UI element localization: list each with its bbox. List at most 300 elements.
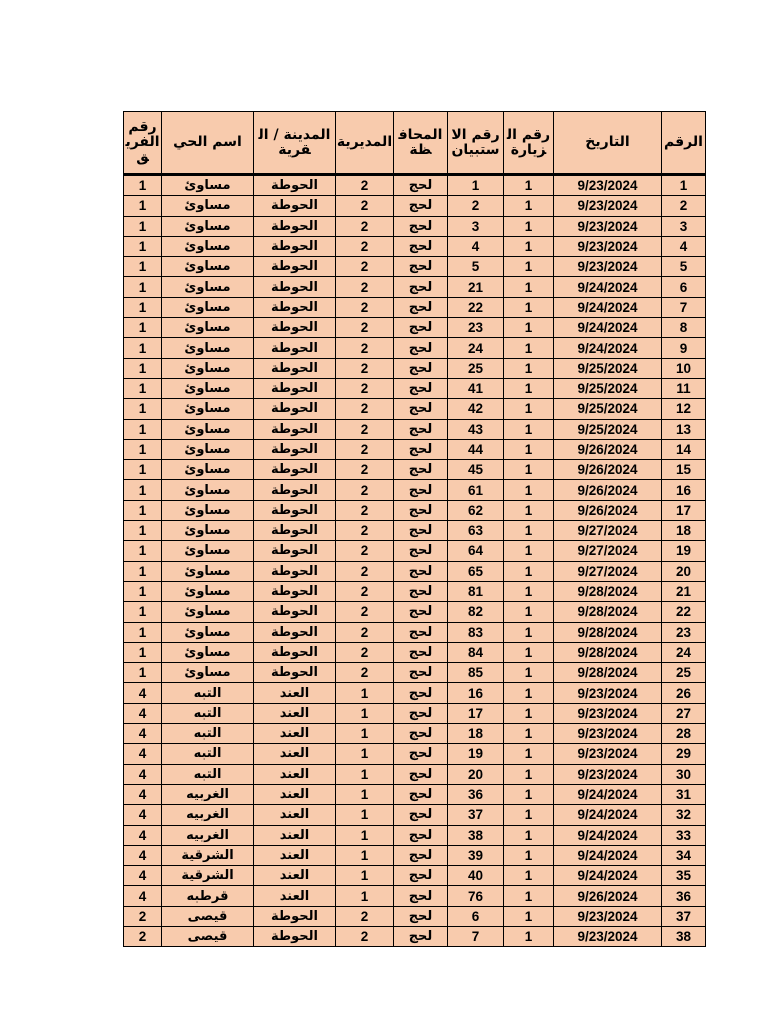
cell-team-number: 4: [124, 805, 162, 825]
header-visit-number: رقم الزيارة: [504, 112, 554, 175]
cell-visit-number: 1: [504, 724, 554, 744]
cell-number: 5: [662, 257, 706, 277]
cell-district: 2: [336, 521, 394, 541]
cell-number: 36: [662, 886, 706, 906]
cell-district: 1: [336, 764, 394, 784]
cell-survey-number: 41: [448, 378, 504, 398]
cell-survey-number: 39: [448, 845, 504, 865]
cell-number: 37: [662, 906, 706, 926]
cell-survey-number: 81: [448, 581, 504, 601]
cell-governorate: لحج: [394, 561, 448, 581]
cell-visit-number: 1: [504, 703, 554, 723]
cell-neighborhood: الشرقية: [162, 866, 254, 886]
cell-team-number: 1: [124, 236, 162, 256]
cell-governorate: لحج: [394, 724, 448, 744]
cell-visit-number: 1: [504, 622, 554, 642]
cell-governorate: لحج: [394, 663, 448, 683]
cell-district: 1: [336, 724, 394, 744]
cell-city-village: الحوطة: [254, 663, 336, 683]
table-body: [124, 175, 706, 947]
cell-visit-number: 1: [504, 521, 554, 541]
cell-survey-number: 19: [448, 744, 504, 764]
cell-city-village: الحوطة: [254, 521, 336, 541]
cell-number: 23: [662, 622, 706, 642]
cell-number: 7: [662, 297, 706, 317]
header-team-number: رقم الفريق: [124, 112, 162, 175]
cell-district: 2: [336, 906, 394, 926]
cell-city-village: الحوطة: [254, 338, 336, 358]
cell-district: 2: [336, 338, 394, 358]
cell-survey-number: 65: [448, 561, 504, 581]
cell-city-village: الحوطة: [254, 926, 336, 946]
cell-district: 2: [336, 460, 394, 480]
cell-team-number: 4: [124, 784, 162, 804]
cell-survey-number: 64: [448, 541, 504, 561]
cell-visit-number: 1: [504, 419, 554, 439]
table-row: [124, 602, 706, 622]
cell-district: 1: [336, 683, 394, 703]
cell-date: 9/28/2024: [554, 622, 662, 642]
cell-team-number: 1: [124, 175, 162, 196]
cell-survey-number: 3: [448, 216, 504, 236]
table-row: [124, 460, 706, 480]
cell-team-number: 1: [124, 663, 162, 683]
cell-date: 9/24/2024: [554, 784, 662, 804]
cell-visit-number: 1: [504, 906, 554, 926]
header-city-village: المدينة / القرية: [254, 112, 336, 175]
cell-district: 1: [336, 825, 394, 845]
table-row: [124, 724, 706, 744]
cell-visit-number: 1: [504, 663, 554, 683]
cell-survey-number: 62: [448, 500, 504, 520]
cell-governorate: لحج: [394, 175, 448, 196]
cell-survey-number: 45: [448, 460, 504, 480]
cell-city-village: العند: [254, 744, 336, 764]
table-row: [124, 399, 706, 419]
cell-governorate: لحج: [394, 358, 448, 378]
cell-survey-number: 40: [448, 866, 504, 886]
cell-city-village: العند: [254, 784, 336, 804]
header-date: التاريخ: [554, 112, 662, 175]
cell-visit-number: 1: [504, 257, 554, 277]
cell-visit-number: 1: [504, 764, 554, 784]
cell-date: 9/24/2024: [554, 338, 662, 358]
table-row: [124, 805, 706, 825]
cell-survey-number: 5: [448, 257, 504, 277]
cell-district: 2: [336, 581, 394, 601]
cell-visit-number: 1: [504, 642, 554, 662]
cell-governorate: لحج: [394, 216, 448, 236]
cell-visit-number: 1: [504, 500, 554, 520]
cell-neighborhood: مساوئ: [162, 602, 254, 622]
table-row: [124, 378, 706, 398]
cell-city-village: العند: [254, 764, 336, 784]
cell-number: 2: [662, 196, 706, 216]
cell-district: 2: [336, 196, 394, 216]
cell-neighborhood: مساوئ: [162, 196, 254, 216]
header-neighborhood: اسم الحي: [162, 112, 254, 175]
cell-visit-number: 1: [504, 318, 554, 338]
cell-team-number: 1: [124, 460, 162, 480]
cell-governorate: لحج: [394, 744, 448, 764]
table-row: [124, 622, 706, 642]
cell-number: 19: [662, 541, 706, 561]
cell-survey-number: 4: [448, 236, 504, 256]
cell-number: 29: [662, 744, 706, 764]
cell-date: 9/24/2024: [554, 297, 662, 317]
cell-neighborhood: قيصى: [162, 906, 254, 926]
table-row: [124, 236, 706, 256]
cell-neighborhood: مساوئ: [162, 561, 254, 581]
cell-survey-number: 85: [448, 663, 504, 683]
cell-city-village: الحوطة: [254, 216, 336, 236]
cell-district: 2: [336, 663, 394, 683]
cell-team-number: 4: [124, 683, 162, 703]
table-row: [124, 216, 706, 236]
cell-date: 9/28/2024: [554, 602, 662, 622]
table-row: [124, 561, 706, 581]
table-row: [124, 825, 706, 845]
cell-date: 9/28/2024: [554, 663, 662, 683]
cell-governorate: لحج: [394, 805, 448, 825]
cell-survey-number: 6: [448, 906, 504, 926]
cell-date: 9/23/2024: [554, 926, 662, 946]
cell-team-number: 2: [124, 906, 162, 926]
cell-date: 9/23/2024: [554, 744, 662, 764]
cell-governorate: لحج: [394, 277, 448, 297]
cell-survey-number: 7: [448, 926, 504, 946]
cell-date: 9/26/2024: [554, 500, 662, 520]
cell-survey-number: 83: [448, 622, 504, 642]
cell-city-village: العند: [254, 866, 336, 886]
cell-team-number: 1: [124, 318, 162, 338]
cell-number: 17: [662, 500, 706, 520]
cell-neighborhood: مساوئ: [162, 399, 254, 419]
cell-city-village: الحوطة: [254, 277, 336, 297]
cell-number: 34: [662, 845, 706, 865]
cell-visit-number: 1: [504, 378, 554, 398]
cell-visit-number: 1: [504, 175, 554, 196]
cell-city-village: الحوطة: [254, 297, 336, 317]
cell-neighborhood: مساوئ: [162, 419, 254, 439]
cell-district: 1: [336, 744, 394, 764]
cell-team-number: 1: [124, 378, 162, 398]
cell-number: 30: [662, 764, 706, 784]
cell-neighborhood: مساوئ: [162, 318, 254, 338]
cell-number: 6: [662, 277, 706, 297]
cell-visit-number: 1: [504, 866, 554, 886]
cell-district: 2: [336, 257, 394, 277]
cell-number: 11: [662, 378, 706, 398]
cell-team-number: 1: [124, 338, 162, 358]
cell-governorate: لحج: [394, 642, 448, 662]
cell-team-number: 4: [124, 845, 162, 865]
table-row: [124, 581, 706, 601]
cell-visit-number: 1: [504, 886, 554, 906]
cell-survey-number: 25: [448, 358, 504, 378]
cell-district: 2: [336, 480, 394, 500]
cell-team-number: 1: [124, 297, 162, 317]
cell-neighborhood: التبه: [162, 683, 254, 703]
cell-date: 9/26/2024: [554, 439, 662, 459]
cell-date: 9/28/2024: [554, 581, 662, 601]
cell-number: 18: [662, 521, 706, 541]
cell-team-number: 4: [124, 724, 162, 744]
cell-neighborhood: الغربيه: [162, 784, 254, 804]
cell-city-village: الحوطة: [254, 257, 336, 277]
cell-district: 2: [336, 439, 394, 459]
cell-city-village: الحوطة: [254, 419, 336, 439]
cell-neighborhood: التبه: [162, 703, 254, 723]
cell-date: 9/25/2024: [554, 358, 662, 378]
table-row: [124, 663, 706, 683]
cell-neighborhood: مساوئ: [162, 216, 254, 236]
cell-visit-number: 1: [504, 480, 554, 500]
table-row: [124, 541, 706, 561]
cell-team-number: 4: [124, 825, 162, 845]
cell-survey-number: 76: [448, 886, 504, 906]
cell-governorate: لحج: [394, 622, 448, 642]
cell-city-village: العند: [254, 703, 336, 723]
cell-city-village: الحوطة: [254, 236, 336, 256]
cell-date: 9/23/2024: [554, 906, 662, 926]
cell-city-village: العند: [254, 845, 336, 865]
cell-governorate: لحج: [394, 318, 448, 338]
cell-date: 9/23/2024: [554, 257, 662, 277]
cell-district: 1: [336, 784, 394, 804]
cell-neighborhood: الغربيه: [162, 805, 254, 825]
table-row: [124, 744, 706, 764]
cell-neighborhood: الغربيه: [162, 825, 254, 845]
cell-date: 9/24/2024: [554, 318, 662, 338]
cell-neighborhood: مساوئ: [162, 581, 254, 601]
cell-team-number: 1: [124, 521, 162, 541]
cell-number: 28: [662, 724, 706, 744]
cell-date: 9/27/2024: [554, 521, 662, 541]
cell-number: 13: [662, 419, 706, 439]
cell-date: 9/26/2024: [554, 460, 662, 480]
cell-neighborhood: قرطبه: [162, 886, 254, 906]
cell-visit-number: 1: [504, 541, 554, 561]
cell-neighborhood: مساوئ: [162, 297, 254, 317]
cell-city-village: الحوطة: [254, 581, 336, 601]
cell-district: 1: [336, 703, 394, 723]
cell-visit-number: 1: [504, 825, 554, 845]
cell-neighborhood: مساوئ: [162, 277, 254, 297]
cell-city-village: الحوطة: [254, 500, 336, 520]
cell-team-number: 1: [124, 561, 162, 581]
table-row: [124, 906, 706, 926]
cell-visit-number: 1: [504, 805, 554, 825]
cell-neighborhood: مساوئ: [162, 663, 254, 683]
cell-governorate: لحج: [394, 581, 448, 601]
cell-date: 9/23/2024: [554, 683, 662, 703]
cell-survey-number: 23: [448, 318, 504, 338]
cell-date: 9/24/2024: [554, 845, 662, 865]
header-governorate: المحافظة: [394, 112, 448, 175]
cell-district: 2: [336, 297, 394, 317]
cell-district: 1: [336, 805, 394, 825]
cell-governorate: لحج: [394, 683, 448, 703]
cell-district: 1: [336, 886, 394, 906]
cell-number: 1: [662, 175, 706, 196]
cell-number: 21: [662, 581, 706, 601]
cell-number: 22: [662, 602, 706, 622]
cell-date: 9/28/2024: [554, 642, 662, 662]
cell-team-number: 4: [124, 744, 162, 764]
table-row: [124, 318, 706, 338]
cell-district: 2: [336, 642, 394, 662]
cell-team-number: 1: [124, 419, 162, 439]
table-row: [124, 683, 706, 703]
cell-date: 9/27/2024: [554, 541, 662, 561]
cell-neighborhood: قيصى: [162, 926, 254, 946]
cell-district: 2: [336, 216, 394, 236]
cell-city-village: الحوطة: [254, 358, 336, 378]
cell-number: 35: [662, 866, 706, 886]
cell-city-village: العند: [254, 825, 336, 845]
table-row: [124, 886, 706, 906]
cell-city-village: الحوطة: [254, 399, 336, 419]
cell-neighborhood: مساوئ: [162, 358, 254, 378]
cell-date: 9/23/2024: [554, 216, 662, 236]
cell-team-number: 1: [124, 358, 162, 378]
cell-team-number: 1: [124, 602, 162, 622]
table-row: [124, 703, 706, 723]
cell-team-number: 1: [124, 399, 162, 419]
cell-visit-number: 1: [504, 439, 554, 459]
cell-team-number: 1: [124, 642, 162, 662]
cell-number: 31: [662, 784, 706, 804]
cell-governorate: لحج: [394, 866, 448, 886]
cell-governorate: لحج: [394, 541, 448, 561]
cell-team-number: 4: [124, 764, 162, 784]
table-row: [124, 297, 706, 317]
cell-district: 2: [336, 378, 394, 398]
cell-date: 9/23/2024: [554, 703, 662, 723]
cell-visit-number: 1: [504, 602, 554, 622]
cell-city-village: العند: [254, 886, 336, 906]
cell-date: 9/26/2024: [554, 480, 662, 500]
cell-survey-number: 1: [448, 175, 504, 196]
cell-city-village: الحوطة: [254, 642, 336, 662]
cell-number: 20: [662, 561, 706, 581]
cell-city-village: الحوطة: [254, 602, 336, 622]
cell-governorate: لحج: [394, 926, 448, 946]
cell-number: 27: [662, 703, 706, 723]
cell-governorate: لحج: [394, 297, 448, 317]
cell-date: 9/23/2024: [554, 196, 662, 216]
cell-team-number: 1: [124, 257, 162, 277]
cell-neighborhood: مساوئ: [162, 460, 254, 480]
cell-number: 25: [662, 663, 706, 683]
cell-district: 2: [336, 419, 394, 439]
cell-visit-number: 1: [504, 216, 554, 236]
cell-survey-number: 43: [448, 419, 504, 439]
cell-city-village: العند: [254, 683, 336, 703]
table-row: [124, 196, 706, 216]
cell-visit-number: 1: [504, 683, 554, 703]
cell-neighborhood: مساوئ: [162, 500, 254, 520]
table-row: [124, 480, 706, 500]
cell-date: 9/24/2024: [554, 825, 662, 845]
cell-survey-number: 82: [448, 602, 504, 622]
cell-governorate: لحج: [394, 703, 448, 723]
cell-team-number: 4: [124, 886, 162, 906]
cell-district: 2: [336, 236, 394, 256]
cell-date: 9/27/2024: [554, 561, 662, 581]
cell-number: 38: [662, 926, 706, 946]
cell-city-village: الحوطة: [254, 460, 336, 480]
table-row: [124, 784, 706, 804]
cell-district: 1: [336, 845, 394, 865]
cell-number: 33: [662, 825, 706, 845]
cell-date: 9/23/2024: [554, 175, 662, 196]
cell-date: 9/25/2024: [554, 378, 662, 398]
cell-number: 3: [662, 216, 706, 236]
cell-number: 14: [662, 439, 706, 459]
cell-team-number: 1: [124, 500, 162, 520]
cell-survey-number: 2: [448, 196, 504, 216]
cell-visit-number: 1: [504, 460, 554, 480]
cell-visit-number: 1: [504, 196, 554, 216]
cell-visit-number: 1: [504, 784, 554, 804]
table-row: [124, 439, 706, 459]
cell-governorate: لحج: [394, 399, 448, 419]
cell-date: 9/24/2024: [554, 277, 662, 297]
cell-district: 2: [336, 399, 394, 419]
table-row: [124, 338, 706, 358]
cell-number: 26: [662, 683, 706, 703]
cell-date: 9/25/2024: [554, 419, 662, 439]
cell-neighborhood: التبه: [162, 764, 254, 784]
cell-survey-number: 84: [448, 642, 504, 662]
cell-number: 24: [662, 642, 706, 662]
table-row: [124, 764, 706, 784]
cell-visit-number: 1: [504, 845, 554, 865]
cell-visit-number: 1: [504, 297, 554, 317]
cell-governorate: لحج: [394, 257, 448, 277]
cell-neighborhood: التبه: [162, 744, 254, 764]
cell-number: 32: [662, 805, 706, 825]
cell-city-village: الحوطة: [254, 906, 336, 926]
cell-city-village: الحوطة: [254, 561, 336, 581]
cell-survey-number: 21: [448, 277, 504, 297]
cell-city-village: الحوطة: [254, 541, 336, 561]
cell-city-village: الحوطة: [254, 480, 336, 500]
header-number: الرقم: [662, 112, 706, 175]
cell-visit-number: 1: [504, 358, 554, 378]
cell-survey-number: 44: [448, 439, 504, 459]
cell-district: 2: [336, 500, 394, 520]
cell-district: 2: [336, 602, 394, 622]
cell-date: 9/23/2024: [554, 764, 662, 784]
cell-team-number: 1: [124, 541, 162, 561]
cell-governorate: لحج: [394, 886, 448, 906]
table-row: [124, 642, 706, 662]
cell-governorate: لحج: [394, 764, 448, 784]
cell-governorate: لحج: [394, 480, 448, 500]
cell-team-number: 1: [124, 480, 162, 500]
cell-visit-number: 1: [504, 581, 554, 601]
cell-governorate: لحج: [394, 378, 448, 398]
cell-governorate: لحج: [394, 500, 448, 520]
cell-visit-number: 1: [504, 561, 554, 581]
cell-team-number: 1: [124, 196, 162, 216]
cell-neighborhood: مساوئ: [162, 378, 254, 398]
cell-date: 9/24/2024: [554, 805, 662, 825]
table-row: [124, 845, 706, 865]
